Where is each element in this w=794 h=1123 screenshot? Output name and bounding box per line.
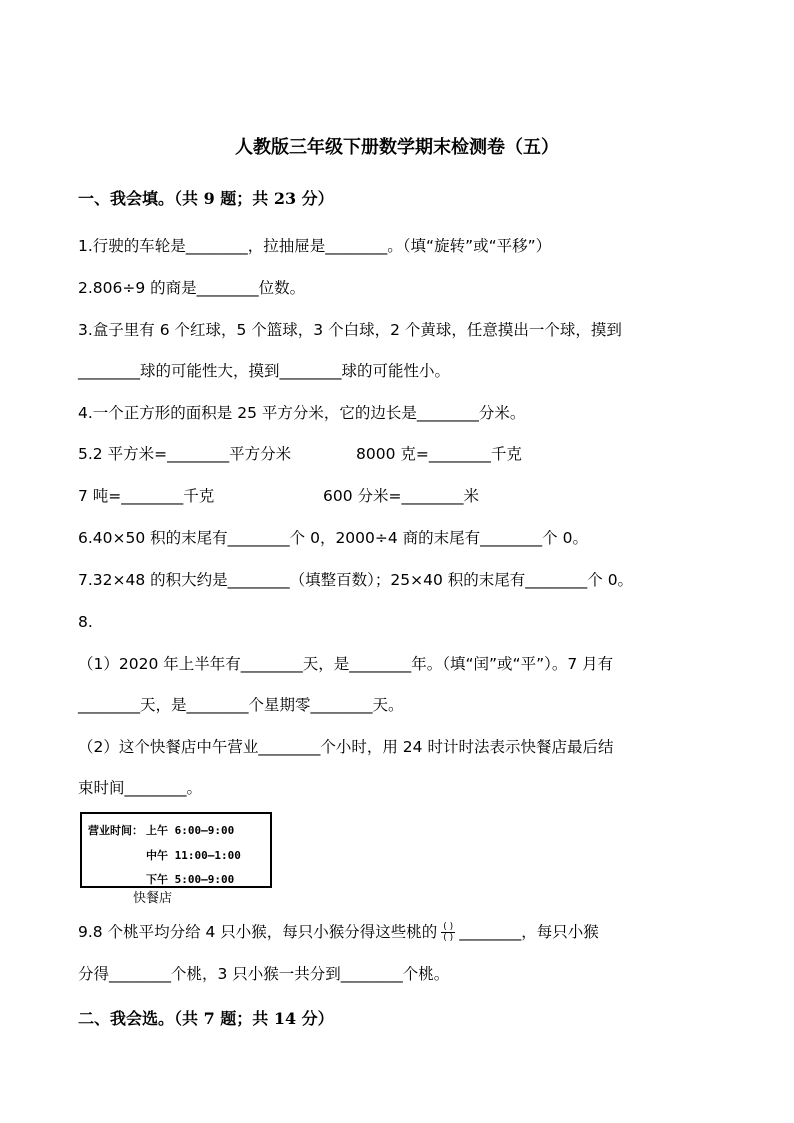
question-5-item-4: 600 分米=________米 (323, 487, 479, 505)
question-3-line-1: 3.盒子里有 6 个红球，5 个篮球，3 个白球，2 个黄球，任意摸出一个球，摸到 (78, 321, 622, 339)
fraction-numerator: ( ) (443, 922, 454, 932)
question-8-part-2-line-2: 束时间________。 (78, 779, 203, 797)
business-hours-sign (80, 812, 272, 888)
sign-row-afternoon: 下午 5:00—9:00 (146, 873, 235, 886)
question-9-text-post: ________，每只小猴 (459, 923, 599, 941)
question-9-text-pre: 9.8 个桃平均分给 4 只小猴，每只小猴分得这些桃的 (78, 923, 438, 941)
page-title: 人教版三年级下册数学期末检测卷（五） (235, 137, 559, 158)
question-5-item-3: 7 吨=________千克 (78, 487, 215, 505)
question-1: 1.行驶的车轮是________，拉抽屉是________。（填“旋转”或“平移”） (78, 237, 552, 255)
sign-row-morning: 上午 6:00—9:00 (146, 824, 235, 837)
question-8-part-1-line-2: ________天，是________个星期零________天。 (78, 696, 404, 714)
section-1-heading: 一、我会填。（共 9 题；共 23 分） (78, 189, 334, 208)
question-5-item-1: 5.2 平方米=________平方分米 (78, 445, 292, 463)
sign-row-noon: 中午 11:00—1:00 (146, 849, 241, 862)
sign-label: 营业时间： (88, 824, 143, 837)
question-9-line-1 (78, 922, 599, 943)
question-3-line-2: ________球的可能性大，摸到________球的可能性小。 (78, 362, 451, 380)
question-8-part-1-line-1: （1）2020 年上半年有________天，是________年。（填“闰”或“平”）。7 月有 (78, 655, 614, 673)
question-9-line-2: 分得________个桃，3 只小猴一共分到________个桃。 (78, 965, 450, 983)
question-6: 6.40×50 积的末尾有________个 0，2000÷4 商的末尾有________个 0。 (78, 529, 588, 547)
question-5-item-2: 8000 克=________千克 (356, 445, 522, 463)
question-4: 4.一个正方形的面积是 25 平方分米，它的边长是________分米。 (78, 404, 526, 422)
fraction-denominator: ( ) (443, 933, 454, 943)
section-2-heading: 二、我会选。（共 7 题；共 14 分） (78, 1009, 334, 1028)
shop-name-caption: 快餐店 (133, 891, 173, 906)
question-8: 8. (78, 613, 93, 631)
question-7: 7.32×48 的积大约是________（填整百数）；25×40 积的末尾有________个 0。 (78, 571, 634, 589)
question-2: 2.806÷9 的商是________位数。 (78, 279, 306, 297)
question-8-part-2-line-1: （2）这个快餐店中午营业________个小时，用 24 时计时法表示快餐店最后结 (78, 738, 614, 756)
fraction-blank (441, 922, 455, 943)
